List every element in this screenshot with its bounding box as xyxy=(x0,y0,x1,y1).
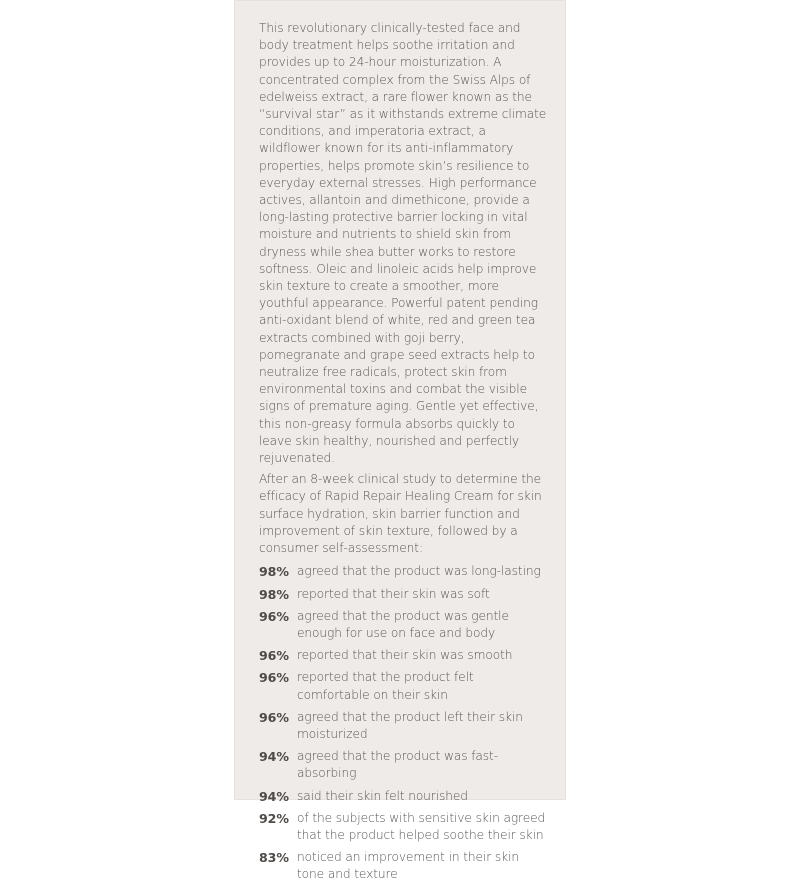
result-text: noticed an improvement in their skin tone and texture xyxy=(297,850,520,882)
intro-paragraph: This revolutionary clinically-tested face and body treatment helps soothe irritation and provides up to 24-hour moisturization. A concentrated complex from the Swiss Alps of edelweiss extract, a rare flower known as the “survival star” as it withstands extreme climate conditions, and imperatoria extract, a wildflower known for its anti-inflammatory properties, helps promote skin’s resilience to everyday external stresses. High performance actives, allantoin and dimethicone, provide a long-lasting protective barrier locking in vital moisture and nutrients to shield skin from dryness while shea butter works to restore softness. Oleic and linoleic acids help improve skin texture to create a smoother, more youthful appearance. Powerful patent pending anti-oxidant blend of white, red and green tea extracts combined with goji berry, pomegranate and grape seed extracts help to neutralize free radicals, protect skin from environmental toxins and combat the visible signs of premature aging. Gentle yet effective, this non-greasy formula absorbs quickly to leave skin healthy, nourished and perfectly rejuvenated. xyxy=(259,21,547,466)
result-percent: 92% xyxy=(259,810,289,826)
result-item xyxy=(259,810,549,844)
result-percent: 96% xyxy=(259,709,289,725)
result-percent: 96% xyxy=(259,648,289,664)
result-text: of the subjects with sensitive skin agreed that the product helped soothe their skin xyxy=(297,810,546,842)
result-text: reported that the product felt comfortable on their skin xyxy=(297,670,474,702)
result-percent: 94% xyxy=(259,788,289,804)
result-item xyxy=(259,748,549,782)
result-item xyxy=(259,849,549,883)
result-item xyxy=(259,608,549,642)
result-item xyxy=(259,669,549,703)
result-item xyxy=(259,647,549,664)
result-text: agreed that the product was long-lasting xyxy=(297,564,541,579)
result-text: agreed that the product left their skin moisturized xyxy=(297,709,523,741)
result-item xyxy=(259,788,549,805)
result-percent: 98% xyxy=(259,564,289,580)
results-list xyxy=(259,563,549,883)
result-text: said their skin felt nourished xyxy=(297,788,468,803)
result-text: reported that their skin was smooth xyxy=(297,648,513,663)
result-percent: 96% xyxy=(259,670,289,686)
result-item xyxy=(259,563,549,580)
study-paragraph: After an 8-week clinical study to determine the efficacy of Rapid Repair Healing Cream for skin surface hydration, skin barrier function and improvement of skin texture, followed by a consumer self-assessment: xyxy=(259,472,542,556)
result-text: agreed that the product was gentle enough for use on face and body xyxy=(297,608,509,640)
result-percent: 96% xyxy=(259,608,289,624)
result-percent: 94% xyxy=(259,749,289,765)
result-text: reported that their skin was soft xyxy=(297,586,490,601)
result-text: agreed that the product was fast-absorbing xyxy=(297,749,499,781)
result-percent: 83% xyxy=(259,850,289,866)
result-item xyxy=(259,586,549,603)
package-copy xyxy=(259,20,549,889)
result-percent: 98% xyxy=(259,586,289,602)
result-item xyxy=(259,709,549,743)
